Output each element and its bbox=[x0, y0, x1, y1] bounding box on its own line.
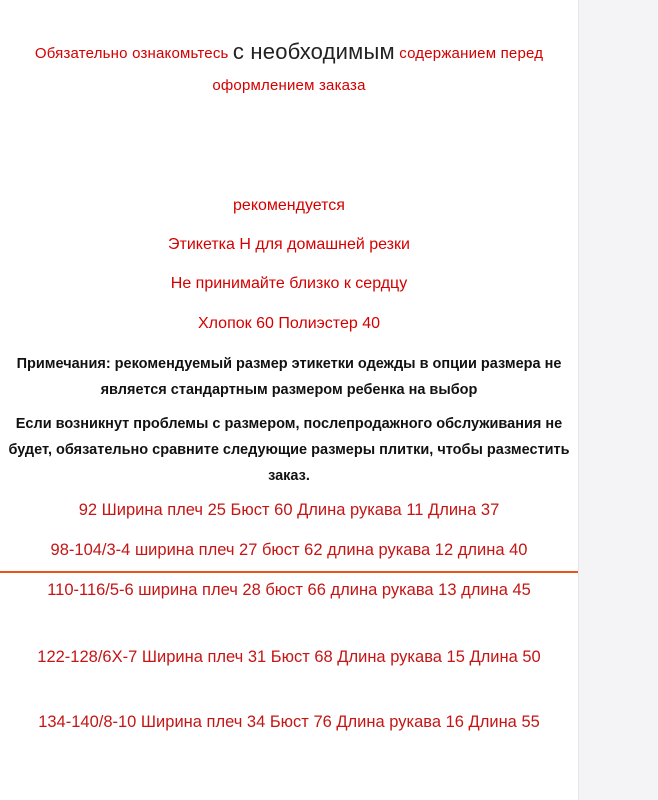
divider-line bbox=[0, 571, 622, 573]
intro-emphasis: с необходимым bbox=[232, 39, 395, 64]
care-info: Не принимайте близко к сердцу bbox=[170, 275, 408, 292]
size-row: 110-116/5-6 ширина плеч 28 бюст 66 длина рукава 13 длина 45 bbox=[47, 581, 531, 599]
size-row: 122-128/6X-7 Ширина плеч 31 Бюст 68 Длина рукава 15 Длина 50 bbox=[37, 648, 541, 666]
label-info: Этикетка Н для домашней резки bbox=[168, 236, 410, 253]
size-warning: Если возникнут проблемы с размером, послепродажного обслуживания не будет, обязательно сравните следующие размеры плитки, чтобы разместить заказ. bbox=[8, 416, 570, 484]
intro-text-start: Обязательно ознакомьтесь bbox=[34, 45, 233, 62]
size-row: 92 Ширина плеч 25 Бюст 60 Длина рукава 11 Длина 37 bbox=[78, 501, 500, 519]
size-row: 134-140/8-10 Ширина плеч 34 Бюст 76 Длина рукава 16 Длина 55 bbox=[38, 713, 540, 731]
page-side-margin bbox=[578, 0, 658, 800]
intro-text-end: содержанием перед оформлением заказа bbox=[212, 45, 544, 94]
size-note: Примечания: рекомендуемый размер этикетки одежды в опции размера не является стандартным размером ребенка на выбор bbox=[16, 356, 562, 398]
recommended-label: рекомендуется bbox=[233, 197, 345, 214]
size-row: 98-104/3-4 ширина плеч 27 бюст 62 длина рукава 12 длина 40 bbox=[50, 541, 528, 559]
fabric-composition: Хлопок 60 Полиэстер 40 bbox=[197, 315, 380, 332]
intro-notice bbox=[0, 36, 578, 102]
